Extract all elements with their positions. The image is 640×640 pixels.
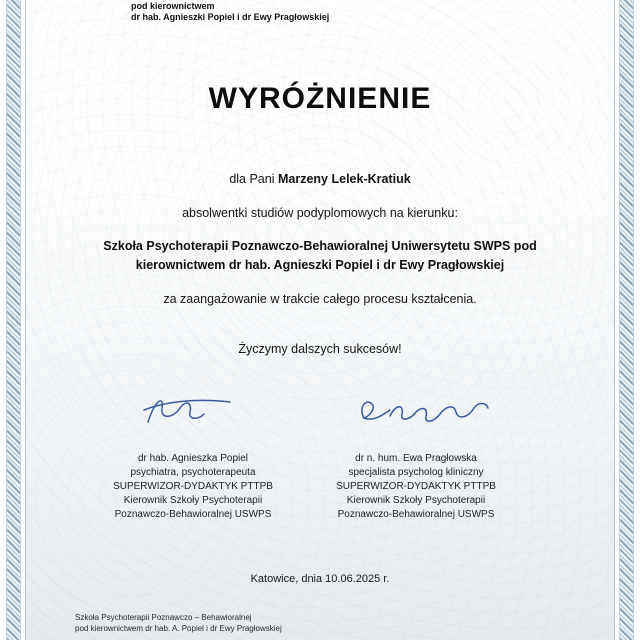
certificate-content [25, 0, 615, 640]
program-intro: absolwentki studiów podyplomowych na kierunku: [182, 206, 458, 220]
certificate-title: WYRÓŻNIENIE [208, 82, 432, 115]
header-line-2: dr hab. Agnieszki Popiel i dr Ewy Pragłowskiej [131, 12, 330, 22]
footer-affiliation [75, 612, 282, 634]
signature-popiel-icon [134, 388, 246, 434]
header-line-1: pod kierownictwem [131, 1, 215, 11]
border-ornament-right [619, 0, 634, 640]
recipient-line [26, 172, 614, 186]
signatory-credential: SUPERWIZOR-DYDAKTYK PTTPB [113, 481, 273, 492]
signatory-org-line-1: Kierownik Szkoły Psychoterapii [346, 495, 486, 506]
footer-line-2: pod kierownictwem dr hab. A. Popiel i dr Ewy Pragłowskiej [75, 624, 282, 633]
recipient-name: Marzeny Lelek-Kratiuk [277, 172, 411, 186]
place-date: Katowice, dnia 10.06.2025 r. [250, 573, 390, 585]
signatory-org-line-2: Poznawczo-Behawioralnej USWPS [114, 509, 272, 520]
signatory-credential: SUPERWIZOR-DYDAKTYK PTTPB [336, 481, 496, 492]
award-reason: za zaangażowanie w trakcie całego procesu kształcenia. [163, 292, 477, 306]
program-name: Szkoła Psychoterapii Poznawczo-Behawioralnej Uniwersytetu SWPS pod kierownictwem dr hab. Agnieszki Popiel i dr Ewy Pragłowskiej [103, 239, 537, 272]
signature-praglowska-icon [354, 392, 494, 436]
signatory-name: dr hab. Agnieszka Popiel [137, 453, 249, 464]
border-ornament-left [6, 0, 21, 640]
signatory-org-line-2: Poznawczo-Behawioralnej USWPS [337, 509, 495, 520]
wish-line: Życzymy dalszych sukcesów! [238, 342, 402, 356]
signatory-block-praglowska [296, 452, 536, 522]
header-affiliation [131, 1, 329, 23]
signatory-name: dr n. hum. Ewa Pragłowska [355, 453, 477, 464]
signatory-org-line-1: Kierownik Szkoły Psychoterapii [123, 495, 263, 506]
footer-line-1: Szkoła Psychoterapii Poznawczo – Behawioralnej [75, 613, 252, 622]
signatory-block-popiel [73, 452, 313, 522]
recipient-prefix: dla Pani [229, 172, 275, 186]
signatory-role: specjalista psycholog kliniczny [348, 467, 484, 478]
signatory-role: psychiatra, psychoterapeuta [130, 467, 256, 478]
